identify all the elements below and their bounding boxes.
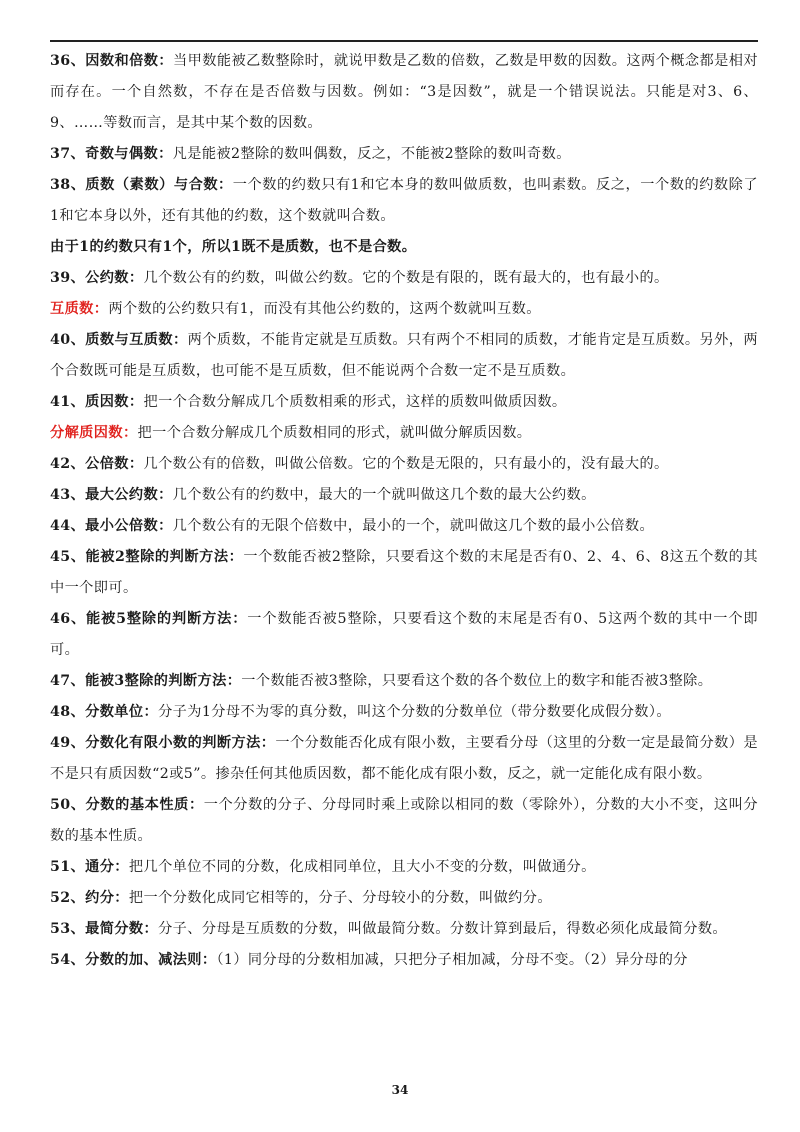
paragraph-53 <box>50 914 758 945</box>
definition: 两个质数，不能肯定就是互质数。只有两个不相同的质数，才能肯定是互质数。另外，两个合数既可能是互质数，也可能不是互质数，但不能说两个合数一定不是互质数。 <box>50 332 759 379</box>
term-highlight: 分解质因数： <box>50 425 138 441</box>
definition: 一个数的约数只有1和它本身的数叫做质数，也叫素数。反之，一个数的约数除了1和它本身以外，还有其他的约数，这个数就叫合数。 <box>50 177 758 224</box>
paragraph-52 <box>50 883 758 914</box>
term: 51、通分： <box>50 859 129 875</box>
definition: 两个数的公约数只有1，而没有其他公约数的，这两个数就叫互数。 <box>108 301 541 317</box>
paragraph-factorization <box>50 418 758 449</box>
term: 41、质因数： <box>50 394 144 410</box>
definition: 把一个合数分解成几个质数相乘的形式，这样的质数叫做质因数。 <box>143 394 567 410</box>
term: 54、分数的加、减法则： <box>50 952 217 968</box>
paragraph-49 <box>50 728 758 790</box>
paragraph-51 <box>50 852 758 883</box>
term: 46、能被5整除的判断方法： <box>50 611 248 627</box>
paragraph-42 <box>50 449 758 480</box>
note-number-one <box>50 232 758 263</box>
paragraph-44 <box>50 511 758 542</box>
definition: 几个数公有的倍数，叫做公倍数。它的个数是无限的，只有最小的，没有最大的。 <box>143 456 669 472</box>
definition: 一个分数能否化成有限小数，主要看分母（这里的分数一定是最简分数）是不是只有质因数“2或5”。掺杂任何其他质因数，都不能化成有限小数，反之，就一定能化成有限小数。 <box>50 735 758 782</box>
definition: 凡是能被2整除的数叫偶数，反之，不能被2整除的数叫奇数。 <box>172 146 571 162</box>
definition: 把一个分数化成同它相等的，分子、分母较小的分数，叫做约分。 <box>128 890 552 906</box>
paragraph-38 <box>50 170 758 232</box>
definition: 几个数公有的无限个倍数中，最小的一个，就叫做这几个数的最小公倍数。 <box>172 518 655 534</box>
header-rule <box>50 40 758 42</box>
paragraph-45 <box>50 542 758 604</box>
definition: 分子为1分母不为零的真分数，叫这个分数的分数单位（带分数要化成假分数）。 <box>158 704 671 720</box>
paragraph-47 <box>50 666 758 697</box>
definition: 一个分数的分子、分母同时乘上或除以相同的数（零除外），分数的大小不变，这叫分数的基本性质。 <box>50 797 758 844</box>
paragraph-40 <box>50 325 758 387</box>
term: 50、分数的基本性质： <box>50 797 204 813</box>
term: 47、能被3整除的判断方法： <box>50 673 242 689</box>
definition: 分子、分母是互质数的分数，叫做最简分数。分数计算到最后，得数必须化成最简分数。 <box>158 921 727 937</box>
definition: 几个数公有的约数中，最大的一个就叫做这几个数的最大公约数。 <box>172 487 596 503</box>
term: 49、分数化有限小数的判断方法： <box>50 735 276 751</box>
paragraph-54 <box>50 945 758 976</box>
paragraph-50 <box>50 790 758 852</box>
term: 39、公约数： <box>50 270 144 286</box>
definition: 当甲数能被乙数整除时，就说甲数是乙数的倍数，乙数是甲数的因数。这两个概念都是相对而存在。一个自然数，不存在是否倍数与因数。例如：“3是因数”，就是一个错误说法。只能是对3、6、9、……等数而言，是其中某个数的因数。 <box>50 53 758 131</box>
paragraph-39 <box>50 263 758 294</box>
definition: 一个数能否被3整除，只要看这个数的各个数位上的数字和能否被3整除。 <box>241 673 713 689</box>
term: 48、分数单位： <box>50 704 159 720</box>
document-body <box>50 46 758 976</box>
term: 53、最简分数： <box>50 921 159 937</box>
page-number: 34 <box>391 1083 409 1097</box>
term: 45、能被2整除的判断方法： <box>50 549 244 565</box>
note-text: 由于1的约数只有1个，所以1既不是质数，也不是合数。 <box>50 239 417 255</box>
paragraph-43 <box>50 480 758 511</box>
term-highlight: 互质数： <box>50 301 109 317</box>
definition: （1）同分母的分数相加减，只把分子相加减，分母不变。（2）异分母的分 <box>216 952 688 968</box>
definition: 一个数能否被2整除，只要看这个数的末尾是否有0、2、4、6、8这五个数的其中一个即可。 <box>50 549 758 596</box>
term: 36、因数和倍数： <box>50 53 173 69</box>
term: 42、公倍数： <box>50 456 144 472</box>
paragraph-coprime <box>50 294 758 325</box>
term: 52、约分： <box>50 890 129 906</box>
definition: 把几个单位不同的分数，化成相同单位，且大小不变的分数，叫做通分。 <box>128 859 596 875</box>
term: 37、奇数与偶数： <box>50 146 173 162</box>
paragraph-46 <box>50 604 758 666</box>
definition: 几个数公有的约数，叫做公约数。它的个数是有限的，既有最大的，也有最小的。 <box>143 270 669 286</box>
paragraph-37 <box>50 139 758 170</box>
paragraph-48 <box>50 697 758 728</box>
paragraph-41 <box>50 387 758 418</box>
term: 40、质数与互质数： <box>50 332 188 348</box>
term: 38、质数（素数）与合数： <box>50 177 233 193</box>
definition: 一个数能否被5整除，只要看这个数的末尾是否有0、5这两个数的其中一个即可。 <box>50 611 758 658</box>
term: 43、最大公约数： <box>50 487 173 503</box>
term: 44、最小公倍数： <box>50 518 173 534</box>
definition: 把一个合数分解成几个质数相同的形式，就叫做分解质因数。 <box>137 425 532 441</box>
paragraph-36 <box>50 46 758 139</box>
